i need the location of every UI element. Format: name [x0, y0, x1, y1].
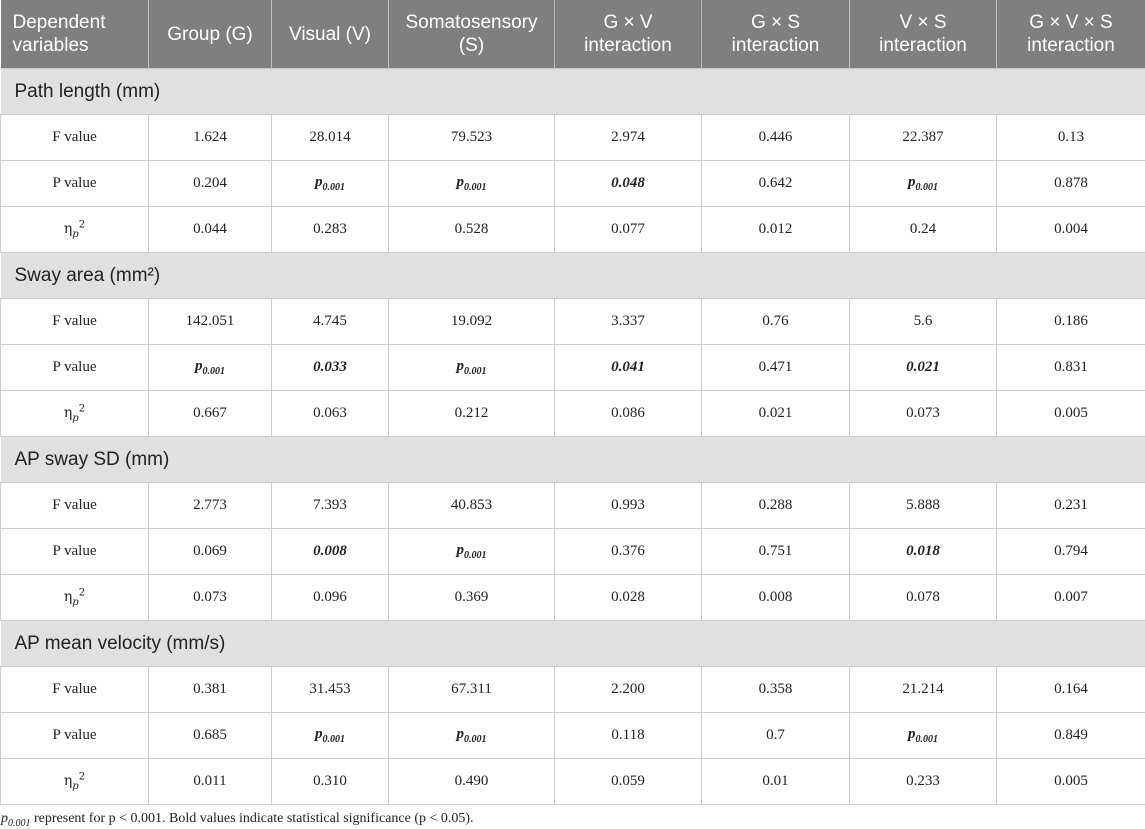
table-cell: 0.24 — [850, 207, 997, 253]
section-title: AP sway SD (mm) — [1, 437, 1145, 483]
table-cell: 142.051 — [149, 299, 272, 345]
table-row — [1, 345, 1145, 391]
table-cell: 0.044 — [149, 207, 272, 253]
table-cell: 0.376 — [555, 529, 702, 575]
table-cell: 0.086 — [555, 391, 702, 437]
table-cell: 3.337 — [555, 299, 702, 345]
table-cell: 0.642 — [702, 161, 850, 207]
table-cell: 0.7 — [702, 713, 850, 759]
table-cell: 0.231 — [997, 483, 1145, 529]
row-label — [1, 575, 149, 621]
p-below-threshold: $p_{0.001}$ — [195, 358, 225, 374]
table-cell — [272, 713, 389, 759]
table-cell: 40.853 — [389, 483, 555, 529]
table-cell: 2.773 — [149, 483, 272, 529]
table-cell: 28.014 — [272, 115, 389, 161]
table-cell: 1.624 — [149, 115, 272, 161]
table-row — [1, 299, 1145, 345]
section-title: Path length (mm) — [1, 69, 1145, 115]
table-cell: 2.200 — [555, 667, 702, 713]
table-cell: 0.028 — [555, 575, 702, 621]
section-row — [1, 621, 1145, 667]
table-body — [1, 69, 1145, 805]
header-g-x-v: G × V interaction — [555, 0, 702, 69]
table-cell: 0.849 — [997, 713, 1145, 759]
table-cell: 7.393 — [272, 483, 389, 529]
table-row — [1, 759, 1145, 805]
p-below-threshold: $p_{0.001}$ — [457, 726, 487, 742]
p-below-threshold: $p_{0.001}$ — [457, 174, 487, 190]
p-below-threshold: $p_{0.001}$ — [457, 358, 487, 374]
row-label: P value — [1, 345, 149, 391]
table-cell: 0.13 — [997, 115, 1145, 161]
partial-eta-squared-label: $\eta_p^2$ — [64, 405, 85, 421]
table-cell: 0.993 — [555, 483, 702, 529]
header-g-x-v-x-s: G × V × S interaction — [997, 0, 1145, 69]
table-cell — [389, 713, 555, 759]
table-cell: 0.288 — [702, 483, 850, 529]
header-group: Group (G) — [149, 0, 272, 69]
table-cell: 0.008 — [272, 529, 389, 575]
table-cell: 0.233 — [850, 759, 997, 805]
table-cell: 0.096 — [272, 575, 389, 621]
table-cell — [389, 161, 555, 207]
table-cell: 0.073 — [149, 575, 272, 621]
table-cell: 0.118 — [555, 713, 702, 759]
table-cell: 0.012 — [702, 207, 850, 253]
header-visual: Visual (V) — [272, 0, 389, 69]
row-label: F value — [1, 299, 149, 345]
table-cell: 0.283 — [272, 207, 389, 253]
table-cell: 5.888 — [850, 483, 997, 529]
table-cell: 0.021 — [850, 345, 997, 391]
table-row — [1, 161, 1145, 207]
table-row — [1, 667, 1145, 713]
table-cell: 0.186 — [997, 299, 1145, 345]
table-cell: 0.751 — [702, 529, 850, 575]
row-label: F value — [1, 483, 149, 529]
header-v-x-s: V × S interaction — [850, 0, 997, 69]
table-cell: 0.471 — [702, 345, 850, 391]
row-label: P value — [1, 161, 149, 207]
p-below-threshold: $p_{0.001}$ — [315, 174, 345, 190]
table-cell — [389, 345, 555, 391]
table-cell: 0.073 — [850, 391, 997, 437]
table-cell: 31.453 — [272, 667, 389, 713]
table-cell — [149, 345, 272, 391]
table-cell: 0.007 — [997, 575, 1145, 621]
table-cell: 2.974 — [555, 115, 702, 161]
table-cell: 0.381 — [149, 667, 272, 713]
p-below-threshold: $p_{0.001}$ — [457, 542, 487, 558]
header-row — [1, 0, 1145, 69]
row-label — [1, 759, 149, 805]
table-cell: 0.794 — [997, 529, 1145, 575]
section-row — [1, 253, 1145, 299]
section-title: AP mean velocity (mm/s) — [1, 621, 1145, 667]
table-cell — [389, 529, 555, 575]
table-footnote — [0, 805, 1145, 829]
table-cell: 0.069 — [149, 529, 272, 575]
table-cell: 0.831 — [997, 345, 1145, 391]
section-title: Sway area (mm²) — [1, 253, 1145, 299]
section-row — [1, 437, 1145, 483]
table-row — [1, 575, 1145, 621]
row-label: F value — [1, 115, 149, 161]
row-label: F value — [1, 667, 149, 713]
table-cell: 0.528 — [389, 207, 555, 253]
header-somatosensory: Somatosensory (S) — [389, 0, 555, 69]
table-cell: 0.005 — [997, 391, 1145, 437]
row-label: P value — [1, 713, 149, 759]
table-cell: 19.092 — [389, 299, 555, 345]
table-cell: 0.310 — [272, 759, 389, 805]
table-row — [1, 483, 1145, 529]
table-row — [1, 115, 1145, 161]
partial-eta-squared-label: $\eta_p^2$ — [64, 589, 85, 605]
table-cell: 79.523 — [389, 115, 555, 161]
table-cell: 0.041 — [555, 345, 702, 391]
table-cell: 4.745 — [272, 299, 389, 345]
table-cell: 0.358 — [702, 667, 850, 713]
table-cell: 0.033 — [272, 345, 389, 391]
table-cell: 0.018 — [850, 529, 997, 575]
table-cell: 0.667 — [149, 391, 272, 437]
table-row — [1, 391, 1145, 437]
table-row — [1, 529, 1145, 575]
p-below-threshold: $p_{0.001}$ — [908, 726, 938, 742]
table-cell: 0.164 — [997, 667, 1145, 713]
table-cell: 0.078 — [850, 575, 997, 621]
table-row — [1, 207, 1145, 253]
table-cell: 0.685 — [149, 713, 272, 759]
table-cell: 0.008 — [702, 575, 850, 621]
table-cell: 0.048 — [555, 161, 702, 207]
table-cell: 5.6 — [850, 299, 997, 345]
table-cell — [850, 161, 997, 207]
table-cell: 0.059 — [555, 759, 702, 805]
table-cell: 0.01 — [702, 759, 850, 805]
table-cell: 0.021 — [702, 391, 850, 437]
table-cell: 0.446 — [702, 115, 850, 161]
table-cell: 22.387 — [850, 115, 997, 161]
table-cell: 21.214 — [850, 667, 997, 713]
footnote-text: $p_{0.001}$ represent for p < 0.001. Bold values indicate statistical significance (p < 0.05). — [1, 811, 474, 826]
table-cell: 0.878 — [997, 161, 1145, 207]
header-dependent-variables: Dependent variables — [1, 0, 149, 69]
table-row — [1, 713, 1145, 759]
table-cell: 0.76 — [702, 299, 850, 345]
row-label: P value — [1, 529, 149, 575]
table-cell: 0.063 — [272, 391, 389, 437]
table-cell: 0.212 — [389, 391, 555, 437]
header-g-x-s: G × S interaction — [702, 0, 850, 69]
partial-eta-squared-label: $\eta_p^2$ — [64, 221, 85, 237]
table-cell: 0.204 — [149, 161, 272, 207]
table-cell — [850, 713, 997, 759]
partial-eta-squared-label: $\eta_p^2$ — [64, 773, 85, 789]
section-row — [1, 69, 1145, 115]
table-cell — [272, 161, 389, 207]
table-cell: 0.369 — [389, 575, 555, 621]
table-cell: 0.011 — [149, 759, 272, 805]
table-cell: 67.311 — [389, 667, 555, 713]
table-cell: 0.005 — [997, 759, 1145, 805]
p-below-threshold: $p_{0.001}$ — [315, 726, 345, 742]
table-cell: 0.077 — [555, 207, 702, 253]
p-below-threshold: $p_{0.001}$ — [908, 174, 938, 190]
row-label — [1, 207, 149, 253]
table-cell: 0.004 — [997, 207, 1145, 253]
table-cell: 0.490 — [389, 759, 555, 805]
row-label — [1, 391, 149, 437]
